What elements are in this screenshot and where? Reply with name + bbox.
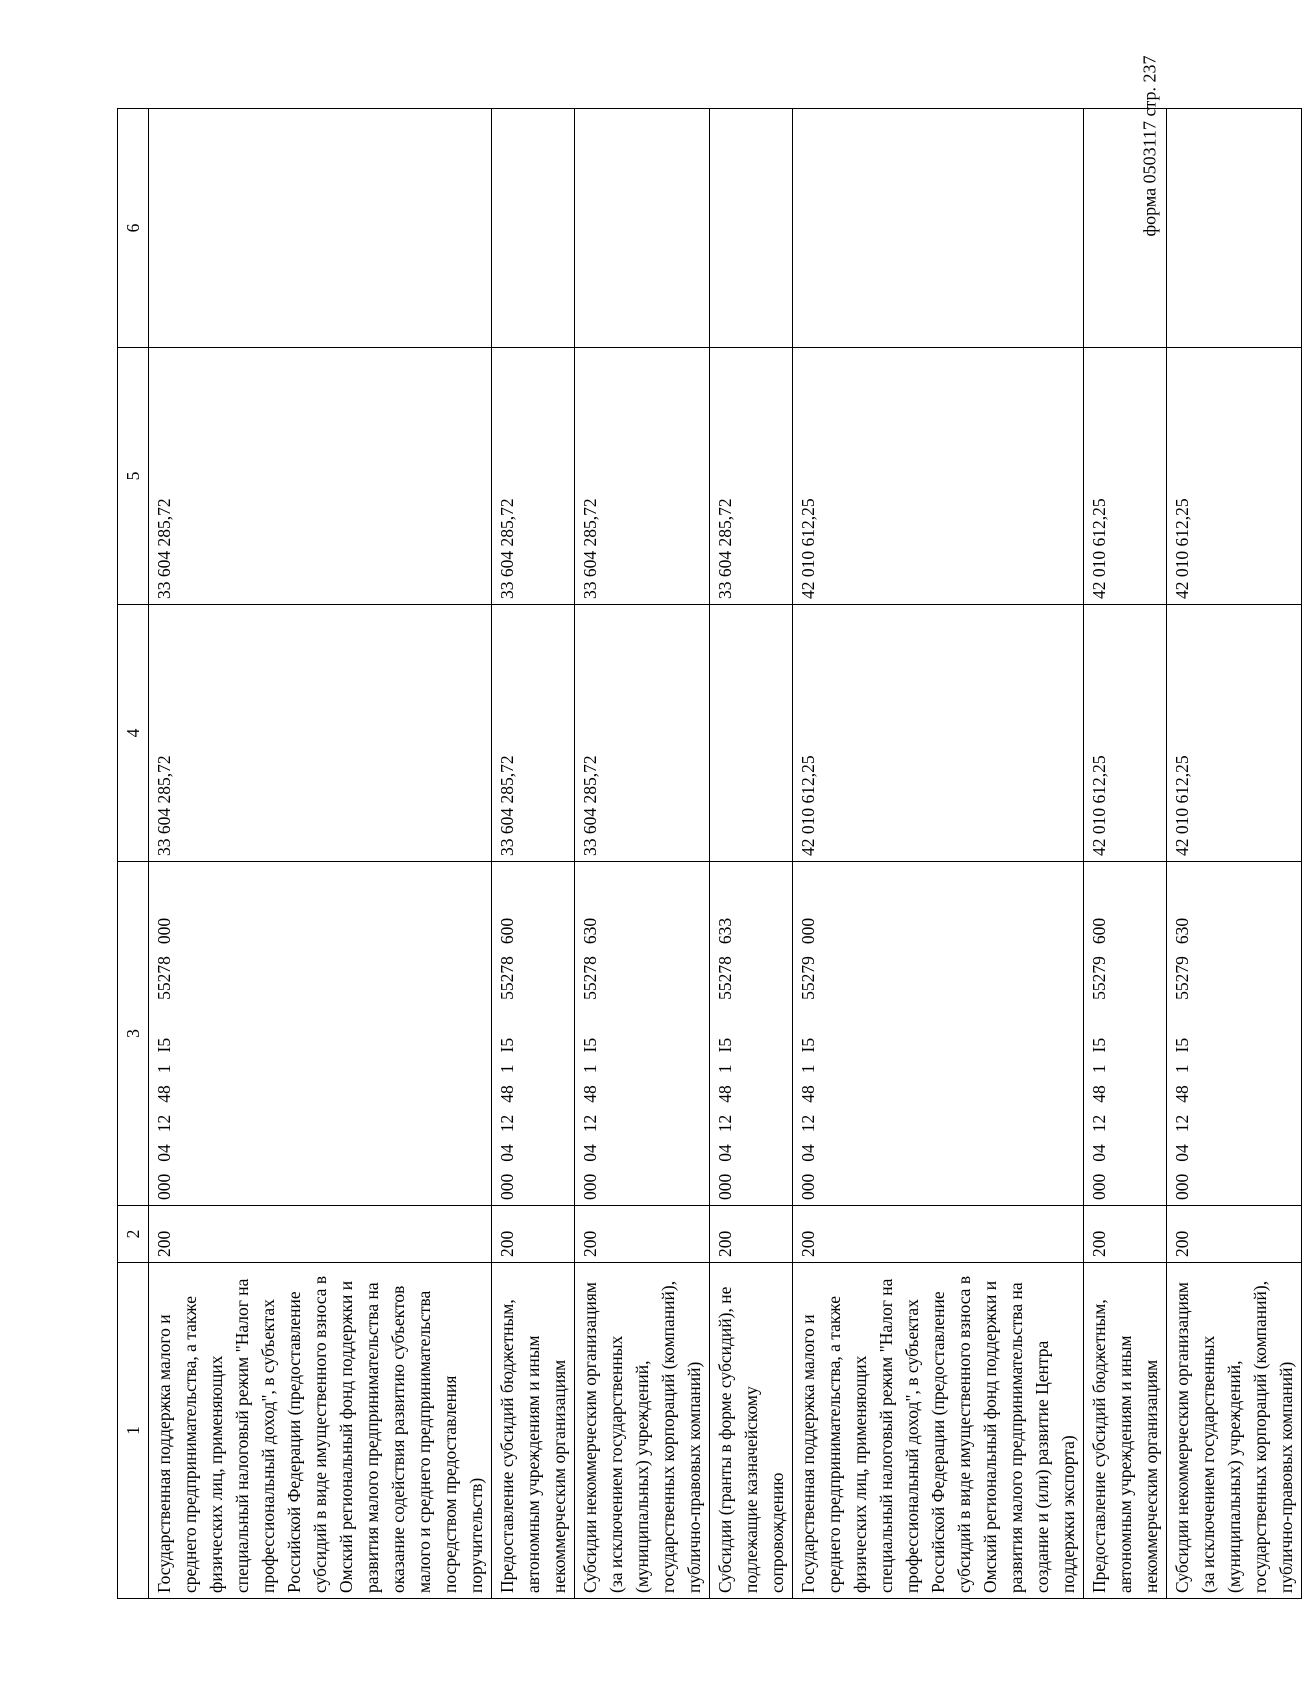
code-segment: 04 xyxy=(1089,1144,1109,1162)
code-segment: I5 xyxy=(1172,1037,1192,1053)
code-segment: 1 xyxy=(1172,1064,1192,1074)
code-segment: 000 xyxy=(715,1173,735,1200)
code-segment: 04 xyxy=(798,1144,818,1162)
code-segment: I5 xyxy=(715,1037,735,1053)
row-classification-code-cell xyxy=(575,862,710,1206)
code-segment: 1 xyxy=(154,1064,174,1074)
code-segment: 04 xyxy=(715,1144,735,1162)
row-classification-code-cell xyxy=(1167,862,1302,1206)
code-segment: 48 xyxy=(497,1085,517,1103)
code-segment: 1 xyxy=(1089,1064,1109,1074)
row-unexecuted-amount-cell xyxy=(710,109,793,348)
code-segment: 55278 xyxy=(715,956,735,1000)
row-approved-amount-cell: 42 010 612,25 xyxy=(1084,605,1167,862)
code-segment: 000 xyxy=(154,1173,174,1200)
row-approved-amount-cell: 42 010 612,25 xyxy=(793,605,1084,862)
row-executed-amount-cell: 42 010 612,25 xyxy=(1167,348,1302,605)
row-executed-amount-cell: 33 604 285,72 xyxy=(710,348,793,605)
row-executed-amount-cell: 33 604 285,72 xyxy=(492,348,575,605)
code-segment: 48 xyxy=(154,1085,174,1103)
table-body xyxy=(149,109,1302,1599)
row-name-cell: Субсидии некоммерческим организациям (за исключением государственных (муниципальных) учреждений, государственных корпораций (компаний), публично-правовых компаний) xyxy=(1167,1263,1302,1599)
row-approved-amount-cell: 33 604 285,72 xyxy=(575,605,710,862)
row-name-cell: Предоставление субсидий бюджетным, автономным учреждениям и иным некоммерческим организациям xyxy=(1084,1263,1167,1599)
table-row xyxy=(1167,109,1302,1599)
code-segment: 000 xyxy=(1089,1173,1109,1200)
code-segment: 55278 xyxy=(154,956,174,1000)
code-segment: 1 xyxy=(798,1064,818,1074)
row-line-code-cell: 200 xyxy=(149,1206,492,1263)
code-segment: 55279 xyxy=(1089,956,1109,1000)
code-segment: 630 xyxy=(1172,917,1192,945)
code-segment: 48 xyxy=(1172,1085,1192,1103)
table-row xyxy=(793,109,1084,1599)
code-segment: 12 xyxy=(798,1114,818,1133)
code-segment: I5 xyxy=(580,1037,600,1053)
code-segment: 55279 xyxy=(1172,956,1192,1000)
row-executed-amount-cell: 33 604 285,72 xyxy=(149,348,492,605)
row-name-cell: Государственная поддержка малого и среднего предпринимательства, а также физических лиц, применяющих специальный налоговый режим "Налог на профессиональный доход", в субъектах Российской Федерации (предоставление субсидий в виде имущественного взноса в Омский региональный фонд поддержки и развития малого предпринимательства на создание и (или) развитие Центра поддержки экспорта) xyxy=(793,1263,1084,1599)
code-segment: I5 xyxy=(798,1037,818,1053)
code-segment: I5 xyxy=(154,1037,174,1053)
code-segment: 000 xyxy=(580,1173,600,1200)
code-segment: 04 xyxy=(580,1144,600,1162)
row-classification-code-cell xyxy=(1084,862,1167,1206)
row-approved-amount-cell: 42 010 612,25 xyxy=(1167,605,1302,862)
code-segment: 1 xyxy=(497,1064,517,1074)
code-segment: 000 xyxy=(1172,1173,1192,1200)
row-unexecuted-amount-cell xyxy=(1167,109,1302,348)
row-line-code-cell: 200 xyxy=(1084,1206,1167,1263)
row-approved-amount-cell: 33 604 285,72 xyxy=(149,605,492,862)
row-name-cell: Субсидии (гранты в форме субсидий), не подлежащие казначейскому сопровождению xyxy=(710,1263,793,1599)
table-row xyxy=(1084,109,1167,1599)
code-segment: 48 xyxy=(715,1085,735,1103)
row-approved-amount-cell xyxy=(710,605,793,862)
table-row xyxy=(149,109,492,1599)
row-unexecuted-amount-cell xyxy=(793,109,1084,348)
form-number-header: форма 0503117 стр. 237 xyxy=(1139,55,1160,237)
code-segment: I5 xyxy=(1089,1037,1109,1053)
code-segment: 000 xyxy=(154,917,174,945)
row-unexecuted-amount-cell xyxy=(492,109,575,348)
row-classification-code-cell xyxy=(710,862,793,1206)
code-segment: 04 xyxy=(1172,1144,1192,1162)
budget-report-table xyxy=(117,108,1302,1599)
row-executed-amount-cell: 42 010 612,25 xyxy=(793,348,1084,605)
code-segment: 1 xyxy=(580,1064,600,1074)
row-line-code-cell: 200 xyxy=(492,1206,575,1263)
code-segment: 12 xyxy=(497,1114,517,1133)
column-header: 1 xyxy=(118,1263,149,1599)
table-header xyxy=(118,109,149,1599)
row-line-code-cell: 200 xyxy=(1167,1206,1302,1263)
row-unexecuted-amount-cell xyxy=(1084,109,1167,348)
code-segment: 04 xyxy=(497,1144,517,1162)
row-unexecuted-amount-cell xyxy=(149,109,492,348)
row-approved-amount-cell: 33 604 285,72 xyxy=(492,605,575,862)
row-unexecuted-amount-cell xyxy=(575,109,710,348)
code-segment: 12 xyxy=(154,1114,174,1133)
table-row xyxy=(492,109,575,1599)
row-name-cell: Субсидии некоммерческим организациям (за исключением государственных (муниципальных) учреждений, государственных корпораций (компаний), публично-правовых компаний) xyxy=(575,1263,710,1599)
code-segment: 633 xyxy=(715,917,735,945)
column-header: 2 xyxy=(118,1206,149,1263)
row-classification-code-cell xyxy=(149,862,492,1206)
column-header: 6 xyxy=(118,109,149,348)
row-line-code-cell: 200 xyxy=(575,1206,710,1263)
row-name-cell: Государственная поддержка малого и среднего предпринимательства, а также физических лиц, применяющих специальный налоговый режим "Налог на профессиональный доход", в субъектах Российской Федерации (предоставление субсидий в виде имущественного взноса в Омский региональный фонд поддержки и развития малого предпринимательства на оказание содействия развитию субъектов малого и среднего предпринимательства посредством предоставления поручительств) xyxy=(149,1263,492,1599)
code-segment: 600 xyxy=(497,917,517,945)
code-segment: 12 xyxy=(715,1114,735,1133)
code-segment: 12 xyxy=(1172,1114,1192,1133)
code-segment: 55278 xyxy=(497,956,517,1000)
code-segment: 55278 xyxy=(580,956,600,1000)
code-segment: 48 xyxy=(1089,1085,1109,1103)
row-line-code-cell: 200 xyxy=(793,1206,1084,1263)
table-row xyxy=(710,109,793,1599)
row-line-code-cell: 200 xyxy=(710,1206,793,1263)
code-segment: 000 xyxy=(798,1173,818,1200)
column-header: 3 xyxy=(118,862,149,1206)
code-segment: 000 xyxy=(798,917,818,945)
row-name-cell: Предоставление субсидий бюджетным, автономным учреждениям и иным некоммерческим организациям xyxy=(492,1263,575,1599)
code-segment: 12 xyxy=(580,1114,600,1133)
code-segment: I5 xyxy=(497,1037,517,1053)
code-segment: 000 xyxy=(497,1173,517,1200)
code-segment: 12 xyxy=(1089,1114,1109,1133)
code-segment: 600 xyxy=(1089,917,1109,945)
column-header: 5 xyxy=(118,348,149,605)
row-classification-code-cell xyxy=(492,862,575,1206)
row-executed-amount-cell: 42 010 612,25 xyxy=(1084,348,1167,605)
code-segment: 630 xyxy=(580,917,600,945)
code-segment: 1 xyxy=(715,1064,735,1074)
code-segment: 48 xyxy=(798,1085,818,1103)
row-classification-code-cell xyxy=(793,862,1084,1206)
row-executed-amount-cell: 33 604 285,72 xyxy=(575,348,710,605)
code-segment: 48 xyxy=(580,1085,600,1103)
column-header: 4 xyxy=(118,605,149,862)
code-segment: 04 xyxy=(154,1144,174,1162)
table-row xyxy=(575,109,710,1599)
code-segment: 55279 xyxy=(798,956,818,1000)
